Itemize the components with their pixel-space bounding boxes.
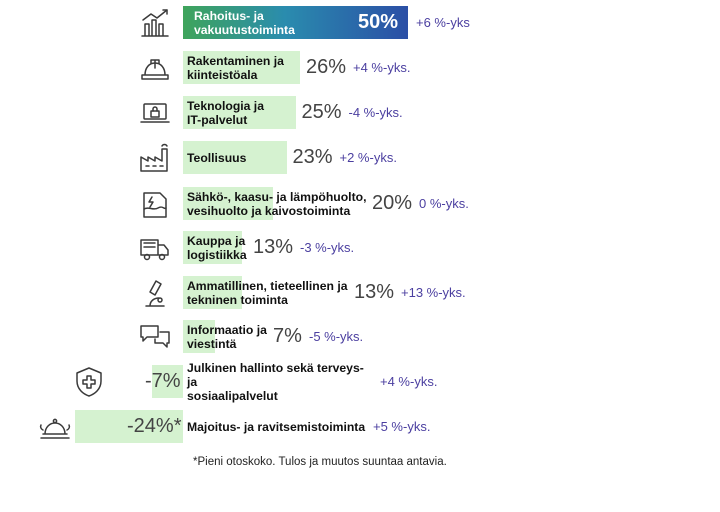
value-label: 50% xyxy=(358,11,399,33)
change-label: -3 %-yks. xyxy=(300,240,355,255)
change-label: +4 %-yks. xyxy=(380,374,438,389)
change-label: +4 %-yks. xyxy=(353,60,411,75)
category-label: Teollisuus xyxy=(187,150,247,165)
hard-hat-icon xyxy=(138,51,172,85)
value-label: -24%* xyxy=(127,415,182,437)
category-label: Teknologia ja IT-palvelut xyxy=(187,98,264,127)
factory-icon xyxy=(138,141,172,175)
value-label: 7% xyxy=(273,325,302,347)
change-label: +5 %-yks. xyxy=(373,419,431,434)
category-label: Sähkö-, kaasu- ja lämpöhuolto, vesihuolto ja kaivostoiminta xyxy=(187,189,367,218)
change-label: -5 %-yks. xyxy=(309,329,364,344)
cloche-icon xyxy=(38,410,72,444)
energy-terrain-icon xyxy=(138,187,172,221)
value-label: 25% xyxy=(301,101,342,123)
delivery-truck-icon xyxy=(138,231,172,265)
footnote: *Pieni otoskoko. Tulos ja muutos suuntaa antavia. xyxy=(193,456,447,468)
change-label: 0 %-yks. xyxy=(419,196,469,211)
value-label: 23% xyxy=(292,146,333,168)
change-label: +13 %-yks. xyxy=(401,285,466,300)
change-label: -4 %-yks. xyxy=(348,105,403,120)
value-label: 13% xyxy=(253,236,294,258)
category-label: Kauppa ja logistiikka xyxy=(187,233,247,262)
category-label: Ammatillinen, tieteellinen ja tekninen toiminta xyxy=(187,278,348,307)
microscope-icon xyxy=(138,276,172,310)
category-label: Majoitus- ja ravitsemistoiminta xyxy=(187,419,366,434)
value-label: 20% xyxy=(372,192,413,214)
category-label: Informaatio ja viestintä xyxy=(187,322,267,351)
health-shield-icon xyxy=(72,365,106,399)
chat-bubbles-icon xyxy=(138,320,172,354)
category-label: Rakentaminen ja kiinteistöala xyxy=(187,53,284,82)
change-label: +2 %-yks. xyxy=(339,150,397,165)
building-chart-icon xyxy=(138,6,172,40)
category-label: Julkinen hallinto sekä terveys- ja sosiaalipalvelut xyxy=(187,360,364,403)
change-label: +6 %-yks xyxy=(416,15,470,30)
value-label: 13% xyxy=(354,281,395,303)
value-label: -7% xyxy=(145,370,181,392)
value-label: 26% xyxy=(306,56,347,78)
laptop-lock-icon xyxy=(138,96,172,130)
category-label: Rahoitus- ja vakuutustoiminta xyxy=(194,8,295,37)
